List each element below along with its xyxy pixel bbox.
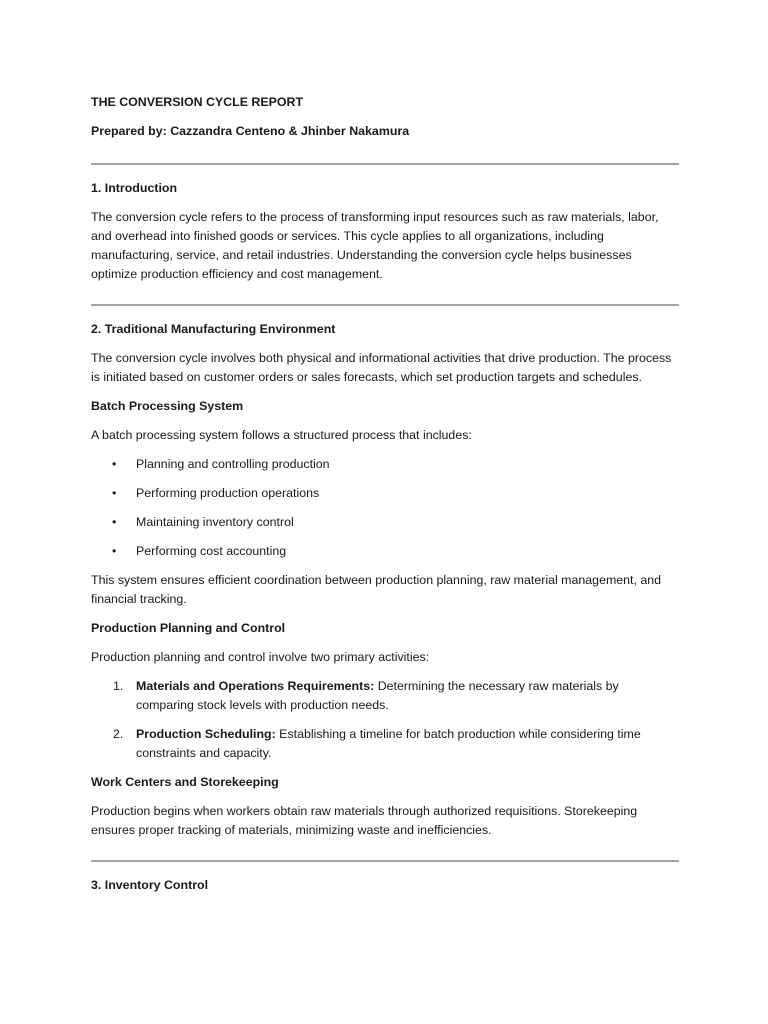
- subheading-work-centers: Work Centers and Storekeeping: [91, 775, 279, 789]
- list-item: [91, 484, 679, 503]
- work-centers-paragraph: Production begins when workers obtain raw materials through authorized requisitions. Storekeeping ensures proper tracking of materials, minimizing waste and inefficiencies.: [91, 804, 638, 837]
- section-divider: [91, 860, 679, 862]
- list-item: [91, 725, 679, 763]
- list-item-term: Production Scheduling:: [136, 727, 276, 741]
- list-number: 2.: [113, 727, 124, 741]
- introduction-paragraph: The conversion cycle refers to the process of transforming input resources such as raw materials, labor, and overhead into finished goods or services. This cycle applies to all organizations, including manufacturing, service, and retail industries. Understanding the conversion cycle helps businesses optimize production efficiency and cost management.: [91, 210, 659, 281]
- list-item-text: Maintaining inventory control: [136, 515, 294, 529]
- list-item: [91, 542, 679, 561]
- traditional-manufacturing-paragraph: The conversion cycle involves both physical and informational activities that drive production. The process is initiated based on customer orders or sales forecasts, which set production targets and schedules.: [91, 351, 672, 384]
- bullet-icon: •: [112, 515, 117, 529]
- report-title: THE CONVERSION CYCLE REPORT: [91, 95, 304, 109]
- list-item-term: Materials and Operations Requirements:: [136, 679, 375, 693]
- section-heading-introduction: 1. Introduction: [91, 181, 178, 195]
- list-item-text: Performing production operations: [136, 486, 320, 500]
- production-planning-intro: Production planning and control involve two primary activities:: [91, 650, 430, 664]
- production-planning-list: [91, 677, 679, 763]
- batch-processing-list: [91, 455, 679, 561]
- list-item-text: Performing cost accounting: [136, 544, 287, 558]
- list-item: [91, 455, 679, 474]
- list-item-text: Planning and controlling production: [136, 457, 330, 471]
- subheading-batch-processing: Batch Processing System: [91, 399, 244, 413]
- bullet-icon: •: [112, 544, 117, 558]
- list-item: [91, 513, 679, 532]
- bullet-icon: •: [112, 457, 117, 471]
- subheading-production-planning: Production Planning and Control: [91, 621, 286, 635]
- report-authors: Prepared by: Cazzandra Centeno & Jhinber Nakamura: [91, 124, 410, 138]
- list-item: [91, 677, 679, 715]
- batch-processing-outro: This system ensures efficient coordination between production planning, raw material management, and financial tracking.: [91, 573, 662, 606]
- bullet-icon: •: [112, 486, 117, 500]
- list-item-text: Determining the necessary raw materials by comparing stock levels with production needs.: [136, 679, 619, 712]
- list-item-text: Establishing a timeline for batch production while considering time constraints and capacity.: [136, 727, 641, 760]
- section-heading-traditional-manufacturing: 2. Traditional Manufacturing Environment: [91, 322, 336, 336]
- section-divider: [91, 163, 679, 165]
- section-heading-inventory-control: 3. Inventory Control: [91, 878, 209, 892]
- batch-processing-intro: A batch processing system follows a structured process that includes:: [91, 428, 472, 442]
- list-number: 1.: [113, 679, 124, 693]
- section-divider: [91, 304, 679, 306]
- document-content: [91, 93, 679, 905]
